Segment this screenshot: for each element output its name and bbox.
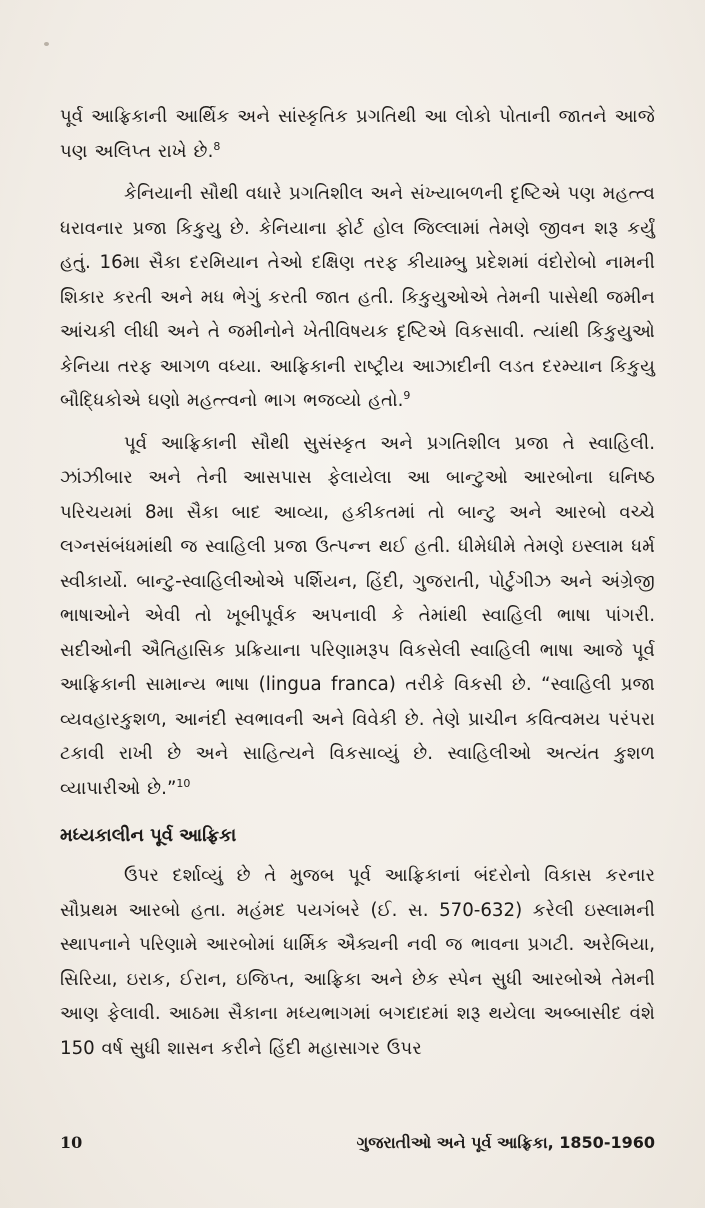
page-number: 10 (60, 1133, 83, 1152)
paragraph-1-text: પૂર્વ આફ્રિકાની આર્થિક અને સાંસ્કૃતિક પ્રગતિથી આ લોકો પોતાની જાતને આજે પણ અલિપ્ત રાખે છે. (60, 106, 655, 162)
running-title: ગુજરાતીઓ અને પૂર્વ આફ્રિકા, 1850-1960 (356, 1133, 655, 1152)
paragraph-2 (60, 177, 655, 419)
paper-speck (44, 42, 49, 46)
paragraph-2-text: કેનિયાની સૌથી વધારે પ્રગતિશીલ અને સંખ્યાબળની દૃષ્ટિએ પણ મહત્ત્વ ધરાવનાર પ્રજા કિકુયુ છે. કેનિયાના ફોર્ટ હોલ જિલ્લામાં તેમણે જીવન શરૂ કર્યું હતું. 16મા સૈકા દરમિયાન તેઓ દક્ષિણ તરફ કીયામ્બુ પ્રદેશમાં વંદોરોબો નામની શિકાર કરતી અને મધ ભેગું કરતી જાત હતી. કિકુયુઓએ તેમની પાસેથી જમીન આંચકી લીધી અને તે જમીનોને ખેતીવિષયક દૃષ્ટિએ વિકસાવી. ત્યાંથી કિકુયુઓ કેનિયા તરફ આગળ વધ્યા. આફ્રિકાની રાષ્ટ્રીય આઝાદીની લડત દરમ્યાન કિકુયુ બૌદ્ધિકોએ ઘણો મહત્ત્વનો ભાગ ભજવ્યો હતો. (60, 183, 655, 411)
section-heading: મધ્યકાલીન પૂર્વ આફ્રિકા (60, 825, 237, 846)
footnote-marker: 10 (176, 776, 191, 790)
paragraph-1 (60, 100, 655, 169)
section-paragraph: ઉપર દર્શાવ્યું છે તે મુજબ પૂર્વ આફ્રિકાનાં બંદરોનો વિકાસ કરનાર સૌપ્રથમ આરબો હતા. મહંમદ પયગંબરે (ઈ. સ. 570-632) કરેલી ઇસ્લામની સ્થાપનાને પરિણામે આરબોમાં ધાર્મિક ઐક્યની નવી જ ભાવના પ્રગટી. અરેબિયા, સિરિયા, ઇરાક, ઈરાન, ઇજિપ્ત, આફ્રિકા અને છેક સ્પેન સુધી આરબોએ તેમની આણ ફેલાવી. આઠમા સૈકાના મધ્યભાગમાં બગદાદમાં શરૂ થયેલા અબ્બાસીદ વંશે 150 વર્ષ સુધી શાસન કરીને હિંદી મહાસાગર ઉપર (60, 865, 655, 1059)
footnote-marker: 8 (213, 139, 221, 153)
body-text (60, 100, 655, 1066)
page-footer (60, 1128, 655, 1158)
footnote-marker: 9 (403, 389, 411, 402)
paragraph-3-text: પૂર્વ આફ્રિકાની સૌથી સુસંસ્કૃત અને પ્રગતિશીલ પ્રજા તે સ્વાહિલી. ઝાંઝીબાર અને તેની આસપાસ ફેલાયેલા આ બાન્ટુઓ આરબોના ઘનિષ્ઠ પરિચયમાં 8મા સૈકા બાદ આવ્યા, હકીકતમાં તો બાન્ટુ અને આરબો વચ્ચે લગ્નસંબંધમાંથી જ સ્વાહિલી પ્રજા ઉત્પન્ન થઈ હતી. ધીમેધીમે તેમણે ઇસ્લામ ધર્મ સ્વીકાર્યો. બાન્ટુ-સ્વાહિલીઓએ પર્શિયન, હિંદી, ગુજરાતી, પોર્ટુગીઝ અને અંગ્રેજી ભાષાઓને એવી તો ખૂબીપૂર્વક અપનાવી કે તેમાંથી સ્વાહિલી ભાષા પાંગરી. સદીઓની ઐતિહાસિક પ્રક્રિયાના પરિણામરૂપ વિકસેલી સ્વાહિલી ભાષા આજે પૂર્વ આફ્રિકાની સામાન્ય ભાષા (lingua franca) તરીકે વિકસી છે. “સ્વાહિલી પ્રજા વ્યવહારકુશળ, આનંદી સ્વભાવની અને વિવેકી છે. તેણે પ્રાચીન કવિત્વમય પરંપરા ટકાવી રાખી છે અને સાહિત્યને વિકસાવ્યું છે. સ્વાહિલીઓ અત્યંત કુશળ વ્યાપારીઓ છે.” (60, 432, 655, 799)
paragraph-3 (60, 427, 655, 807)
